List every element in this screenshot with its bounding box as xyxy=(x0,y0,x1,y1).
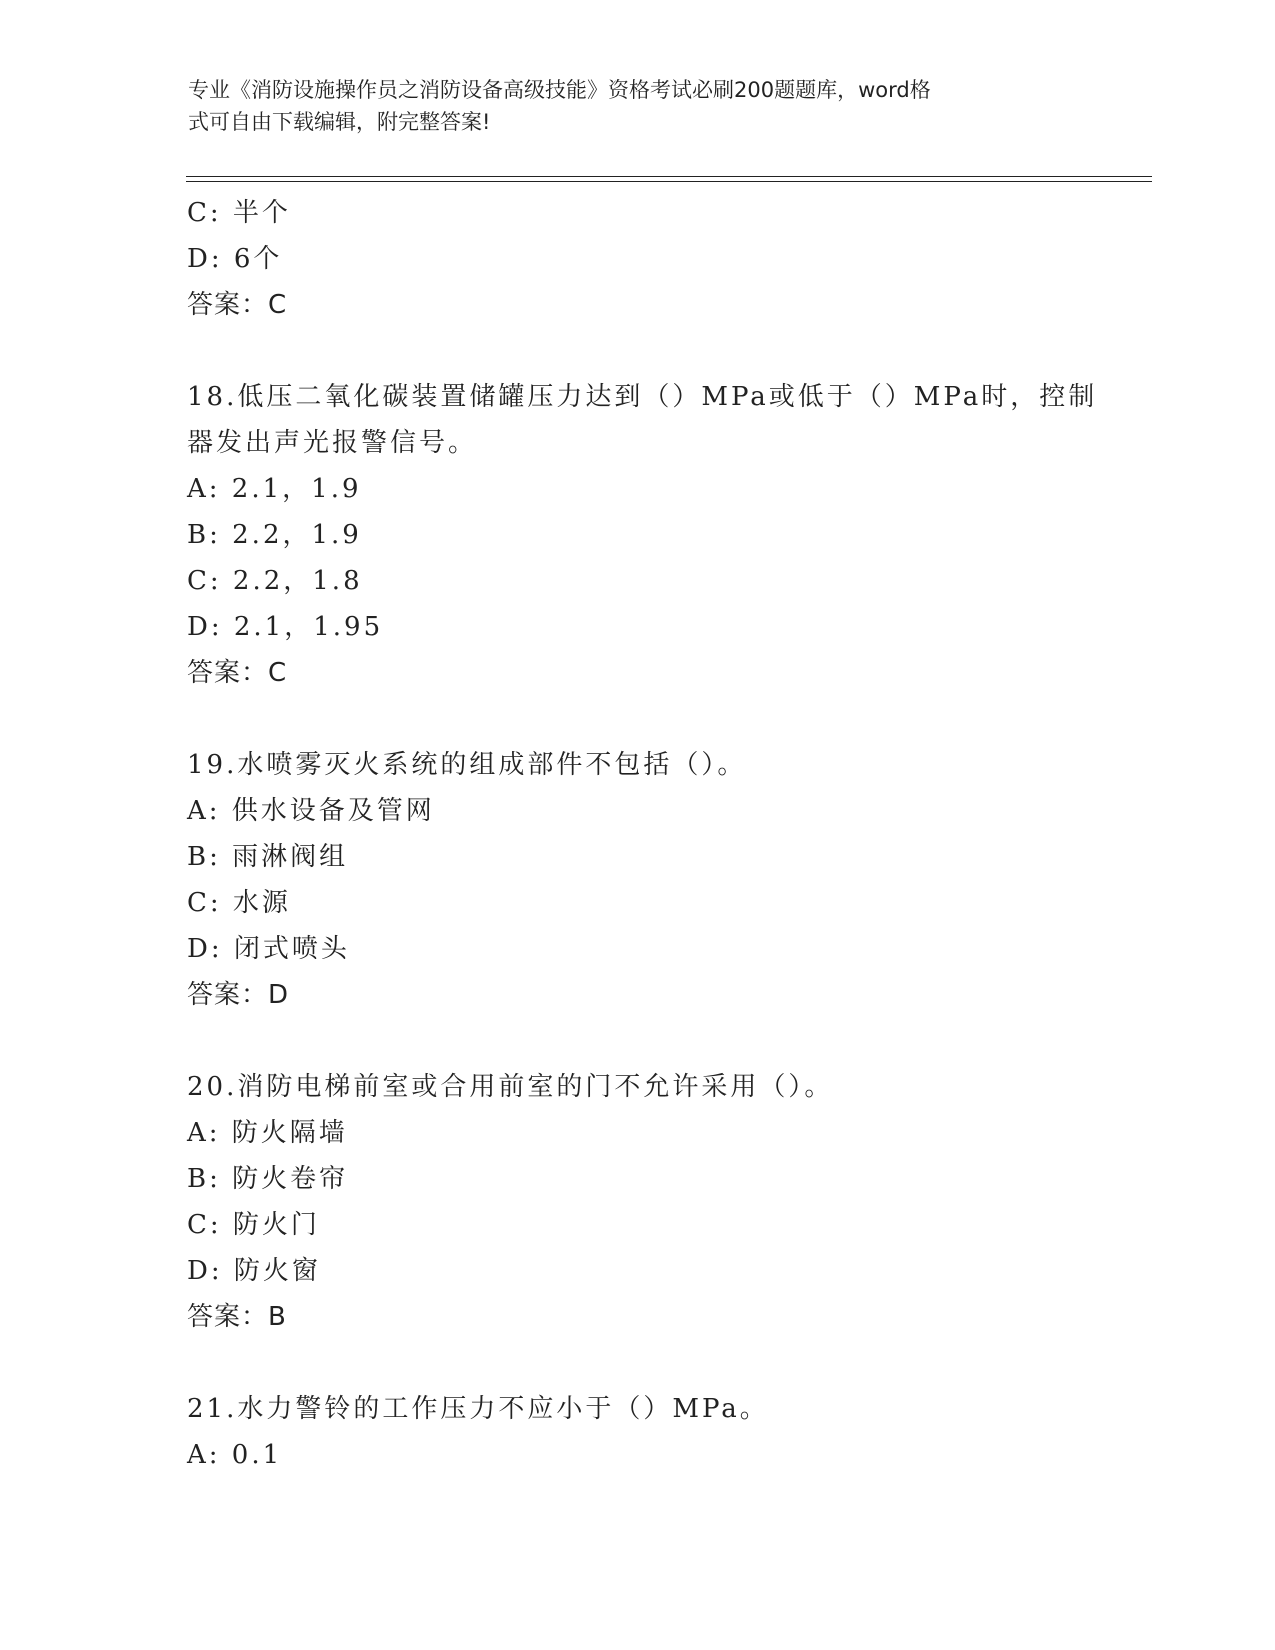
question-block-21 xyxy=(187,1386,1087,1478)
question-block-19 xyxy=(187,742,1087,1018)
option-d: D: 闭式喷头 xyxy=(187,934,350,964)
header-divider-top xyxy=(186,176,1152,177)
answer-line: 答案：C xyxy=(187,290,288,320)
question-stem: 19.水喷雾灭火系统的组成部件不包括（）。 xyxy=(187,750,747,780)
option-a: A: 0.1 xyxy=(187,1440,283,1470)
answer-line: 答案：B xyxy=(187,1302,287,1332)
question-list xyxy=(187,190,1098,1478)
header-divider-bottom xyxy=(186,181,1152,182)
spacer xyxy=(187,1018,1087,1064)
option-c: C: 2.2，1.8 xyxy=(187,566,363,596)
option-d: D: 2.1，1.95 xyxy=(187,612,384,642)
option-b: B: 防火卷帘 xyxy=(187,1164,349,1194)
question-block-20 xyxy=(187,1064,1087,1340)
spacer xyxy=(187,328,1087,374)
option-a: A: 防火隔墙 xyxy=(187,1118,348,1148)
header-line-2: 式可自由下载编辑，附完整答案! xyxy=(188,110,491,134)
option-d: D: 防火窗 xyxy=(187,1256,321,1286)
option-d: D: 6个 xyxy=(187,244,283,274)
option-b: B: 2.2，1.9 xyxy=(187,520,362,550)
option-a: A: 供水设备及管网 xyxy=(187,796,435,826)
question-stem: 20.消防电梯前室或合用前室的门不允许采用（）。 xyxy=(187,1072,834,1102)
question-stem-continued: 器发出声光报警信号。 xyxy=(187,428,478,458)
option-c: C: 水源 xyxy=(187,888,291,918)
spacer xyxy=(187,696,1087,742)
answer-line: 答案：C xyxy=(187,658,288,688)
option-a: A: 2.1，1.9 xyxy=(187,474,362,504)
question-stem: 21.水力警铃的工作压力不应小于（）MPa。 xyxy=(187,1394,769,1424)
question-stem: 18.低压二氧化碳装置储罐压力达到（）MPa或低于（）MPa时，控制 xyxy=(187,382,1098,412)
header-line-1: 专业《消防设施操作员之消防设备高级技能》资格考试必刷200题题库，word格 xyxy=(188,78,931,102)
document-header xyxy=(188,74,1068,138)
question-block-continued xyxy=(187,190,1087,328)
spacer xyxy=(187,1340,1087,1386)
option-b: B: 雨淋阀组 xyxy=(187,842,349,872)
option-c: C: 半个 xyxy=(187,198,291,228)
option-c: C: 防火门 xyxy=(187,1210,320,1240)
answer-line: 答案：D xyxy=(187,980,290,1010)
question-block-18 xyxy=(187,374,1098,696)
